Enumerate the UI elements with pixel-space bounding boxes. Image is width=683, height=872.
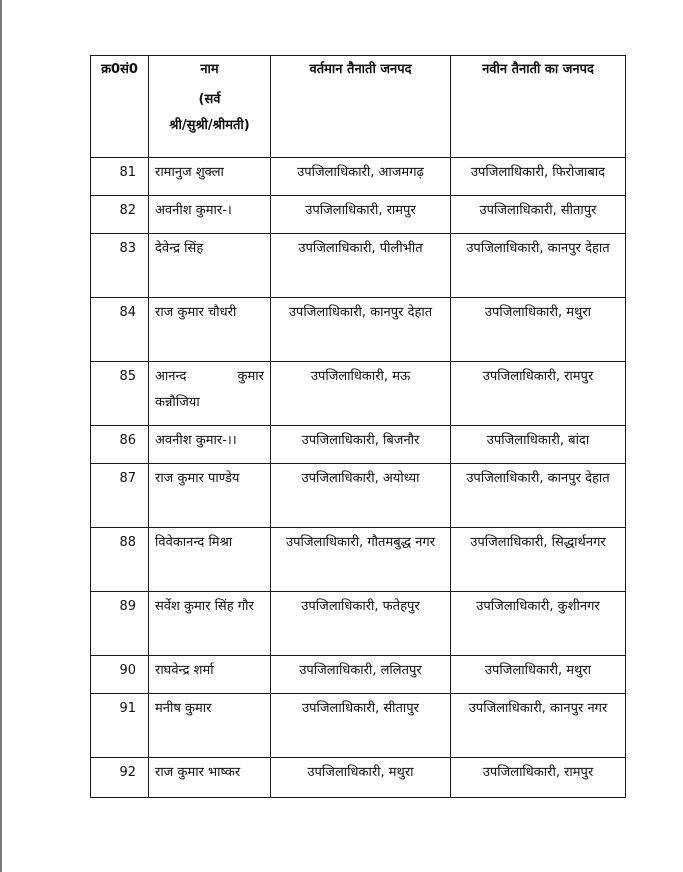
cell-new-posting: उपजिलाधिकारी, रामपुर: [451, 362, 626, 426]
page-edge-line: [0, 0, 2, 872]
header-name-line1: नाम: [200, 62, 219, 77]
cell-current-posting: उपजिलाधिकारी, अयोध्या: [271, 464, 451, 528]
cell-current-posting: उपजिलाधिकारी, कानपुर देहात: [271, 298, 451, 362]
header-new-posting: [451, 56, 626, 158]
cell-serial: 91: [91, 694, 149, 758]
header-name: [149, 56, 271, 158]
table-row: [91, 158, 626, 196]
table-row: [91, 758, 626, 798]
cell-current-posting: उपजिलाधिकारी, पीलीभीत: [271, 234, 451, 298]
cell-current-posting: उपजिलाधिकारी, सीतापुर: [271, 694, 451, 758]
cell-current-posting: उपजिलाधिकारी, फतेहपुर: [271, 592, 451, 656]
cell-current-posting: उपजिलाधिकारी, मथुरा: [271, 758, 451, 798]
cell-current-posting: उपजिलाधिकारी, रामपुर: [271, 196, 451, 234]
header-new-posting-label: नवीन तैनाती का जनपद: [482, 62, 594, 77]
cell-current-posting: उपजिलाधिकारी, आजमगढ़: [271, 158, 451, 196]
cell-serial: 84: [91, 298, 149, 362]
table-row: [91, 464, 626, 528]
cell-new-posting: उपजिलाधिकारी, कानपुर नगर: [451, 694, 626, 758]
cell-name: राज कुमार चौधरी: [149, 298, 271, 362]
table-row: [91, 426, 626, 464]
cell-name: सर्वेश कुमार सिंह गौर: [149, 592, 271, 656]
cell-serial: 86: [91, 426, 149, 464]
cell-serial: 87: [91, 464, 149, 528]
cell-name: मनीष कुमार: [149, 694, 271, 758]
table-row: [91, 234, 626, 298]
cell-new-posting: उपजिलाधिकारी, मथुरा: [451, 298, 626, 362]
cell-new-posting: उपजिलाधिकारी, कानपुर देहात: [451, 464, 626, 528]
header-current-posting: [271, 56, 451, 158]
cell-new-posting: उपजिलाधिकारी, मथुरा: [451, 656, 626, 694]
cell-serial: 88: [91, 528, 149, 592]
cell-serial: 85: [91, 362, 149, 426]
cell-current-posting: उपजिलाधिकारी, बिजनौर: [271, 426, 451, 464]
cell-serial: 81: [91, 158, 149, 196]
table-row: [91, 298, 626, 362]
cell-name: राज कुमार पाण्डेय: [149, 464, 271, 528]
transfer-table: [90, 55, 626, 798]
cell-new-posting: उपजिलाधिकारी, रामपुर: [451, 758, 626, 798]
header-name-line3: श्री/सुश्री/श्रीमती): [169, 118, 250, 133]
cell-name: आनन्द कुमार कन्नौजिया: [149, 362, 271, 426]
cell-new-posting: उपजिलाधिकारी, सिद्धार्थनगर: [451, 528, 626, 592]
cell-current-posting: उपजिलाधिकारी, गौतमबुद्ध नगर: [271, 528, 451, 592]
cell-current-posting: उपजिलाधिकारी, मऊ: [271, 362, 451, 426]
table-row: [91, 196, 626, 234]
cell-serial: 83: [91, 234, 149, 298]
table-row: [91, 592, 626, 656]
cell-serial: 90: [91, 656, 149, 694]
cell-new-posting: उपजिलाधिकारी, कुशीनगर: [451, 592, 626, 656]
cell-name: राघवेन्द्र शर्मा: [149, 656, 271, 694]
header-name-line2: (सर्व: [198, 92, 221, 107]
cell-serial: 92: [91, 758, 149, 798]
cell-serial: 89: [91, 592, 149, 656]
table-header-row: [91, 56, 626, 158]
table-row: [91, 656, 626, 694]
table-row: [91, 694, 626, 758]
header-serial-label: क्र0सं0: [101, 62, 138, 77]
cell-new-posting: उपजिलाधिकारी, सीतापुर: [451, 196, 626, 234]
cell-name: अवनीश कुमार-।: [149, 196, 271, 234]
cell-current-posting: उपजिलाधिकारी, ललितपुर: [271, 656, 451, 694]
cell-new-posting: उपजिलाधिकारी, फिरोजाबाद: [451, 158, 626, 196]
cell-new-posting: उपजिलाधिकारी, बांदा: [451, 426, 626, 464]
cell-name: अवनीश कुमार-।।: [149, 426, 271, 464]
cell-name: देवेन्द्र सिंह: [149, 234, 271, 298]
header-current-posting-label: वर्तमान तैनाती जनपद: [309, 62, 412, 77]
cell-serial: 82: [91, 196, 149, 234]
cell-new-posting: उपजिलाधिकारी, कानपुर देहात: [451, 234, 626, 298]
cell-name: रामानुज शुक्ला: [149, 158, 271, 196]
table-row: [91, 528, 626, 592]
cell-name: विवेकानन्द मिश्रा: [149, 528, 271, 592]
table-row: [91, 362, 626, 426]
header-serial: [91, 56, 149, 158]
cell-name: राज कुमार भाष्कर: [149, 758, 271, 798]
